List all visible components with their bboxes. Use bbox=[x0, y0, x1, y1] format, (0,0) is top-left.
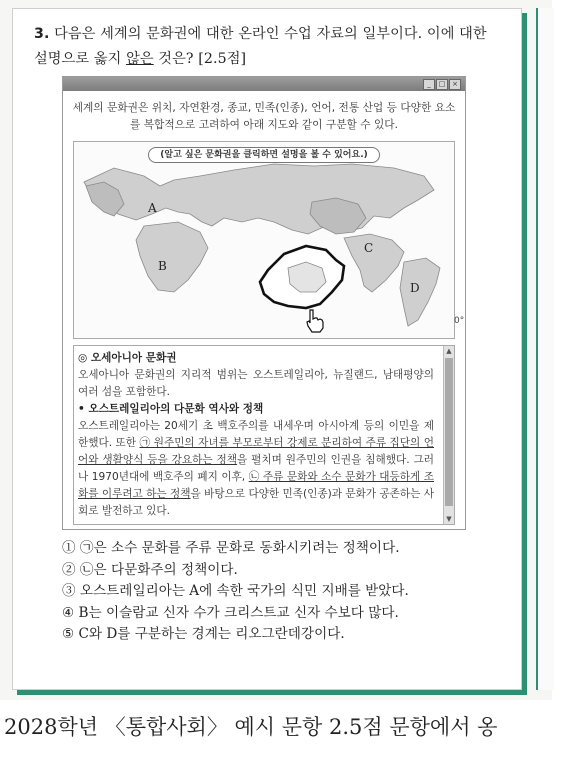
info-heading: ◎ 오세아니아 문화권 bbox=[78, 352, 177, 364]
question-text-after: 것은? [2.5점] bbox=[153, 51, 247, 67]
minimize-icon[interactable]: _ bbox=[423, 79, 435, 90]
lesson-window bbox=[62, 76, 466, 530]
info-para2-c: 을 바탕으로 다양한 민족(인종)과 문화가 공존하는 사회로 발전하고 있다. bbox=[78, 488, 434, 517]
landmass-africa bbox=[136, 222, 208, 292]
map-label-a: A bbox=[148, 201, 157, 215]
next-page-edge bbox=[536, 8, 554, 690]
maximize-icon[interactable]: □ bbox=[436, 79, 448, 90]
choice-3[interactable]: ③ 오스트레일리아는 A에 속한 국가의 식민 지배를 받았다. bbox=[62, 583, 409, 599]
policy-1-underlined: ㉠ 원주민의 자녀를 부모로부터 강제로 분리하여 주류 집단의 언어와 생활양식 등을 강요하는 정책 bbox=[78, 437, 434, 466]
equator-label: 0° bbox=[454, 316, 465, 326]
info-para2-b: 을 펼치며 원주민의 인권을 침해했다. 그러나 1970년대에 백호주의 폐지 이후, bbox=[78, 454, 434, 483]
landmass-eurasia bbox=[84, 164, 434, 234]
window-titlebar bbox=[63, 77, 465, 91]
scroll-thumb[interactable] bbox=[445, 358, 453, 506]
question-stem bbox=[34, 22, 504, 72]
lesson-intro: 세계의 문화권은 위치, 자연환경, 종교, 민족(인종), 언어, 전통 산업 등 다양한 요소를 복합적으로 고려하여 아래 지도와 같이 구분할 수 있다. bbox=[72, 101, 456, 131]
map-instruction-banner: (알고 싶은 문화권을 클릭하면 설명을 볼 수 있어요.) bbox=[148, 147, 380, 163]
close-icon[interactable]: × bbox=[449, 79, 461, 90]
info-para1: 오세아니아 문화권의 지리적 범위는 오스트레일리아, 뉴질랜드, 남태평양의 여러 섬을 포함한다. bbox=[78, 369, 434, 398]
map-label-d: D bbox=[410, 281, 420, 295]
choice-1[interactable]: ① ㉠은 소수 문화를 주류 문화로 동화시키려는 정책이다. bbox=[62, 540, 400, 556]
world-map-graphic bbox=[74, 142, 454, 338]
map-label-b: B bbox=[158, 259, 167, 273]
question-emphasis: 않은 bbox=[126, 51, 154, 67]
choice-2[interactable]: ② ㉡은 다문화주의 정책이다. bbox=[62, 561, 238, 578]
scroll-down-icon[interactable]: ▼ bbox=[446, 515, 452, 523]
bottom-caption: 2028학년 〈통합사회〉 예시 문항 2.5점 문항에서 옹 bbox=[4, 715, 498, 739]
region-info-panel bbox=[73, 345, 455, 525]
info-para2 bbox=[78, 418, 434, 520]
answer-choices bbox=[62, 538, 502, 646]
landmass-south-america bbox=[400, 258, 440, 326]
info-scrollbar[interactable] bbox=[443, 346, 454, 524]
policy-2-underlined: ㉡ 주류 문화와 소수 문화가 대등하게 조화를 이루려고 하는 정책 bbox=[78, 471, 434, 500]
question-text-before: 다음은 세계의 문화권에 대한 온라인 수업 자료의 일부이다. 이에 대한 설명으로 옳지 bbox=[34, 26, 487, 67]
choice-5[interactable]: ⑤ C와 D를 구분하는 경계는 리오그란데강이다. bbox=[62, 626, 345, 642]
world-culture-map[interactable] bbox=[73, 141, 465, 339]
question-number: 3. bbox=[34, 26, 50, 42]
landmass-southeast bbox=[344, 234, 404, 292]
info-subheading: • 오스트레일리아의 다문화 역사와 정책 bbox=[78, 403, 264, 415]
choice-4[interactable]: ④ B는 이슬람교 신자 수가 크리스트교 신자 수보다 많다. bbox=[62, 604, 399, 621]
map-label-c: C bbox=[364, 241, 374, 255]
scroll-up-icon[interactable]: ▲ bbox=[446, 347, 452, 355]
hand-cursor-icon bbox=[307, 310, 323, 332]
info-para2-a: 오스트레일리아는 20세기 초 백호주의를 내세우며 아시아계 등의 이민을 제한했다. 또한 bbox=[78, 420, 434, 449]
